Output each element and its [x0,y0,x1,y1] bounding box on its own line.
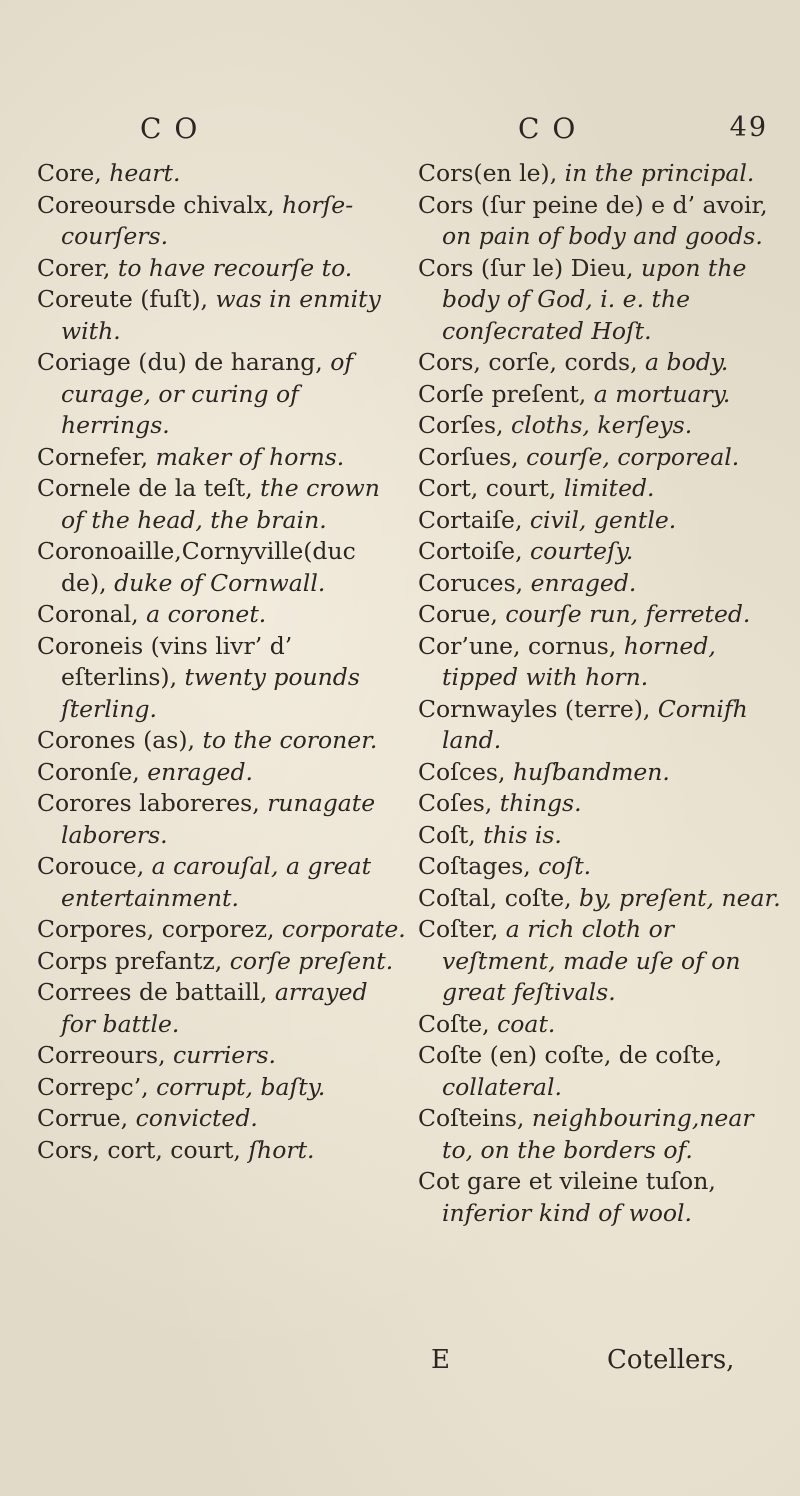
dictionary-entry [37,1072,407,1104]
dictionary-entry [37,190,407,253]
entry-headword: Corſes, [418,411,511,439]
entry-headword: Cornwayles (terre), [418,694,658,723]
dictionary-entry [418,1040,790,1103]
entry-translation: to the coroner. [202,726,378,754]
dictionary-entry [418,536,790,568]
entry-headword: Cors (ſur le) Dieu, [418,253,641,282]
dictionary-entry [418,379,790,411]
entry-headword: Corps prefantz, [37,946,230,975]
dictionary-entry [418,347,790,379]
dictionary-entry [37,158,407,190]
entry-translation: heart. [109,159,181,187]
entry-translation: limited. [563,474,655,502]
entry-headword: Coſces, [418,757,513,786]
dictionary-entry [418,788,790,820]
dictionary-entry [37,757,407,789]
entry-translation: a body. [645,348,729,376]
entry-headword: Corue, [418,600,506,628]
dictionary-entry [418,442,790,474]
entry-headword: Corſe preſent, [418,379,594,408]
entry-headword: Cors, corſe, cords, [418,348,646,376]
entry-translation: courteſy. [530,537,634,565]
entry-headword: Cors, cort, court, [37,1135,249,1164]
dictionary-entry [418,914,790,1009]
entry-translation: corrupt, baſty. [156,1072,326,1101]
entry-headword: Correpc’, [37,1072,157,1101]
dictionary-entry [418,694,790,757]
entry-translation: curriers. [173,1041,276,1069]
dictionary-entry [37,914,407,946]
running-head-right [518,112,768,152]
entry-translation: this is. [483,820,562,849]
entry-translation: a coronet. [146,600,267,628]
page-number: 49 [729,112,768,143]
entry-translation: huſbandmen. [512,757,670,786]
entry-translation: neighbouring,near to, on the borders of. [442,1104,754,1164]
entry-headword: Corer, [37,253,118,282]
entry-translation: in the principal. [564,159,755,187]
entry-headword: Coronoaille,Cornyville(duc de), [37,537,356,597]
entry-headword: Cornefer, [37,442,156,471]
dictionary-entry [37,442,407,474]
entry-headword: Coroneis (vins livr’ d’ eſterlins), [37,631,293,691]
dictionary-entry [418,1166,790,1229]
dictionary-entry [418,505,790,537]
entry-headword: Cortoiſe, [418,537,531,565]
catchword: Cotellers, [607,1345,735,1375]
entry-headword: Cor’une, cornus, [418,631,624,660]
entry-translation: of curage, or curing of herrings. [61,348,354,439]
entry-translation: horſe-courſers. [61,190,354,250]
entry-translation: on pain of body and goods. [442,222,763,250]
entry-headword: Coſes, [418,789,500,817]
dictionary-entry [37,631,407,726]
entry-translation: civil, gentle. [529,505,677,534]
entry-headword: Coſtages, [418,852,539,880]
dictionary-entry [37,977,407,1040]
entry-headword: Coronſe, [37,757,148,786]
running-head-left: C O [140,112,200,145]
entry-translation: a rich cloth or veſtment, made uſe of on great feſtivals. [442,915,741,1006]
dictionary-entry [418,568,790,600]
dictionary-entry [418,410,790,442]
entry-translation: things. [499,789,582,817]
entry-translation: Cornifh land. [442,694,748,754]
entry-translation: cloths, kerſeys. [510,411,693,439]
dictionary-entry [418,1009,790,1041]
entry-translation: was in enmity with. [61,285,381,345]
dictionary-entry [418,190,790,253]
entry-translation: duke of Cornwall. [114,568,326,597]
entry-headword: Cortaiſe, [418,505,530,534]
entry-translation: coat. [497,1009,556,1038]
entry-headword: Coſte, [418,1009,498,1038]
entry-translation: corſe preſent. [229,946,394,975]
dictionary-entry [37,284,407,347]
entry-translation: maker of horns. [155,442,345,471]
entry-translation: upon the body of God, i. e. the conſecrated Hoſt. [442,253,747,345]
entry-translation: enraged. [530,568,637,597]
entry-headword: Correours, [37,1041,174,1069]
entry-headword: Cors(en le), [418,159,565,187]
entry-translation: a mortuary. [593,379,731,408]
entry-headword: Coſteins, [418,1104,532,1132]
entry-translation: corporate. [281,915,406,943]
dictionary-entry [418,1103,790,1166]
running-head-right-text: C O [518,112,578,145]
entry-translation: coſt. [538,852,592,880]
entry-translation: convicted. [135,1104,258,1132]
signature-mark: E [431,1345,450,1375]
entry-translation: horned, tipped with horn. [442,631,716,691]
dictionary-entry [418,631,790,694]
entry-headword: Coreute (fuſt), [37,285,216,313]
entry-headword: Corpores, corporez, [37,915,282,943]
dictionary-entry [418,883,790,915]
dictionary-entry [37,253,407,285]
entry-headword: Corores laboreres, [37,789,268,817]
entry-translation: courſe run, ferreted. [505,600,751,628]
entry-headword: Coſte (en) coſte, de coſte, [418,1041,723,1069]
entry-headword: Coreoursde chivalx, [37,190,283,219]
entry-translation: collateral. [442,1072,562,1101]
entry-headword: Correes de battaill, [37,978,275,1006]
entry-translation: inferior kind of wool. [442,1198,692,1227]
right-column [418,158,790,1229]
entry-headword: Coſtal, coſte, [418,883,580,912]
dictionary-entry [418,757,790,789]
entry-headword: Coſter, [418,915,506,943]
entry-headword: Core, [37,159,110,187]
entry-translation: to have recourſe to. [117,253,353,282]
entry-headword: Coronal, [37,600,147,628]
dictionary-entry [37,1135,407,1167]
dictionary-entry [37,1103,407,1135]
dictionary-entry [418,473,790,505]
dictionary-entry [37,725,407,757]
dictionary-entry [418,599,790,631]
entry-headword: Corones (as), [37,726,203,754]
entry-translation: enraged. [147,757,253,786]
dictionary-entry [37,788,407,851]
entry-translation: ſhort. [248,1135,315,1164]
dictionary-entry [418,851,790,883]
entry-translation: runagate laborers. [61,789,376,849]
entry-headword: Coſt, [418,820,484,849]
entry-headword: Corouce, [37,852,152,880]
dictionary-entry [37,347,407,442]
dictionary-entry [37,536,407,599]
dictionary-entry [418,158,790,190]
entry-headword: Cort, court, [418,474,564,502]
entry-translation: by, preſent, near. [579,883,781,912]
entry-headword: Cot gare et vileine tuſon, [418,1167,716,1195]
entry-translation: courſe, corporeal. [526,442,740,471]
entry-headword: Coriage (du) de harang, [37,348,331,376]
entry-translation: arrayed for battle. [61,978,368,1038]
dictionary-entry [418,253,790,348]
entry-translation: twenty pounds ſterling. [61,663,360,723]
dictionary-entry [37,599,407,631]
left-column [37,158,407,1166]
dictionary-entry [37,1040,407,1072]
dictionary-entry [37,473,407,536]
entry-translation: the crown of the head, the brain. [61,474,380,534]
dictionary-entry [37,851,407,914]
dictionary-entry [418,820,790,852]
entry-translation: a carouſal, a great entertainment. [61,852,372,912]
entry-headword: Coruces, [418,568,531,597]
entry-headword: Cornele de la teſt, [37,474,261,502]
entry-headword: Corrue, [37,1104,136,1132]
dictionary-entry [37,946,407,978]
entry-headword: Corſues, [418,442,527,471]
entry-headword: Cors (ſur peine de) e d’ avoir, [418,190,768,219]
